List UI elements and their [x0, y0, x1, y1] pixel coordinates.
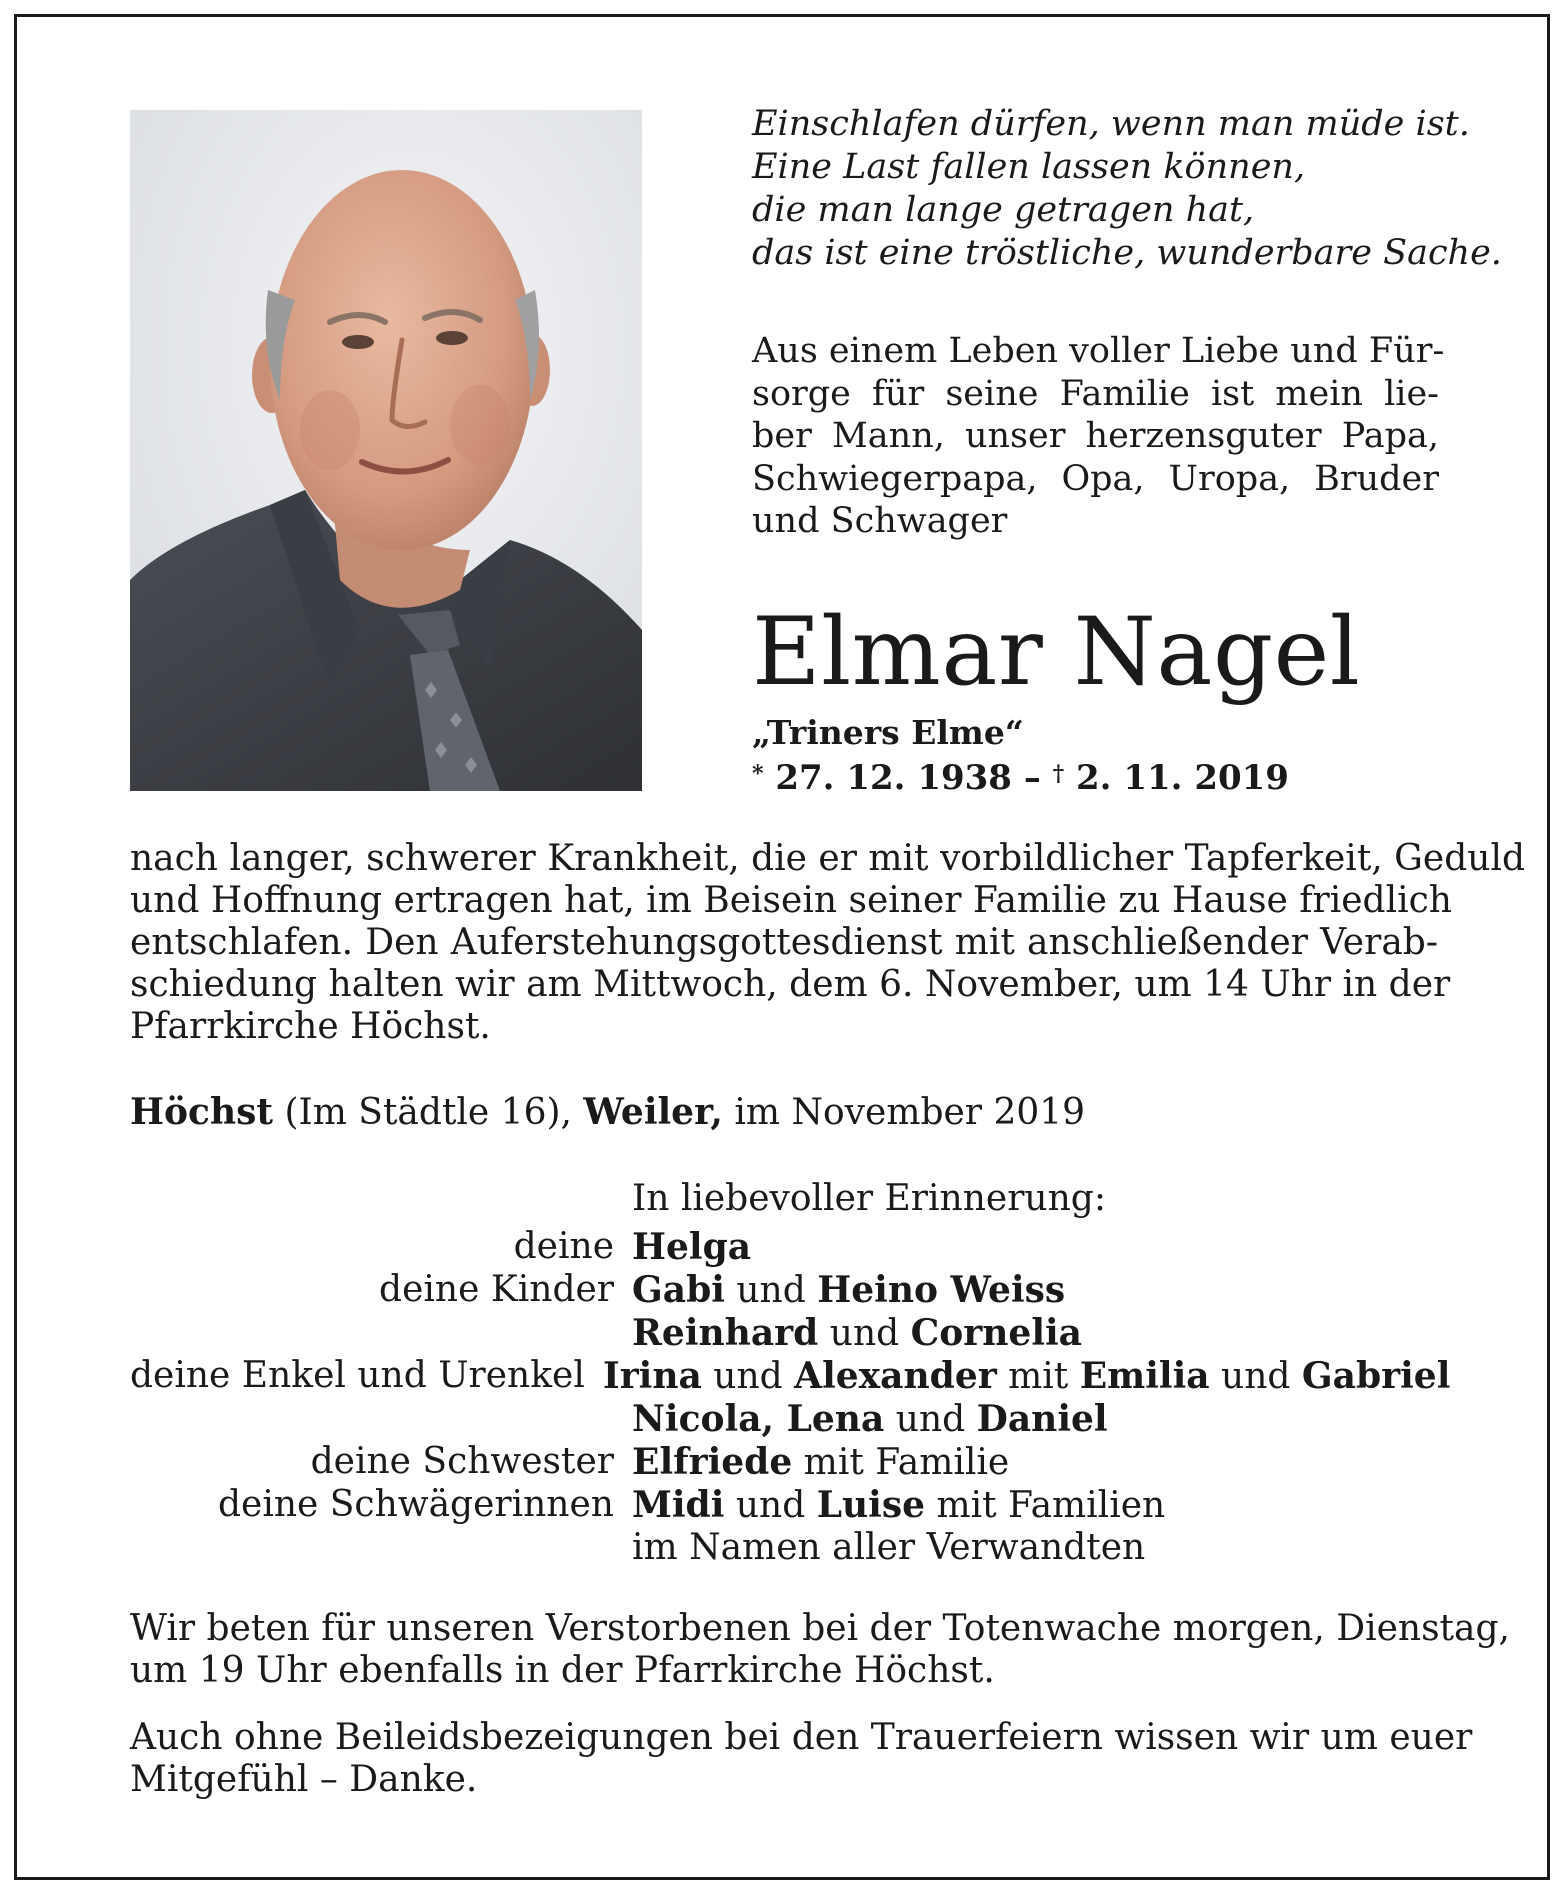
poem-line: Eine Last fallen lassen können, [752, 147, 1306, 187]
family-row-relatives [130, 1527, 1450, 1569]
family-connector: und [701, 1356, 795, 1397]
intro-line: Schwiegerpapa, Opa, Uropa, Bruder [752, 458, 1439, 499]
nickname: „Triners Elme“ [752, 713, 1024, 752]
family-name: Elfriede [632, 1441, 793, 1483]
family-name: Midi [632, 1484, 725, 1526]
memory-heading: In liebevoller Erinnerung: [632, 1178, 1106, 1219]
wake-notice [130, 1608, 1510, 1692]
family-row-wife [130, 1226, 1450, 1269]
family-label-empty [130, 1312, 632, 1355]
family-connector: und [1209, 1356, 1302, 1397]
family-name: Emilia [1079, 1355, 1210, 1397]
prayer-line: um 19 Uhr ebenfalls in der Pfarrkirche Höchst. [130, 1650, 995, 1691]
body-line: entschlafen. Den Auferstehungsgottesdienst mit anschließender Verab- [130, 922, 1438, 963]
body-line: Pfarrkirche Höchst. [130, 1006, 491, 1047]
family-name: Helga [632, 1226, 752, 1268]
town-hochst: Höchst [130, 1091, 274, 1133]
family-row-children-2 [130, 1312, 1450, 1355]
place-date-line [130, 1090, 1085, 1135]
family-connector: mit Familien [925, 1485, 1166, 1526]
intro-line: und Schwager [752, 501, 1008, 541]
family-connector: und [884, 1399, 977, 1440]
family-name: Nicola, Lena [632, 1398, 885, 1440]
family-name: Daniel [976, 1398, 1108, 1440]
death-date: 2. 11. 2019 [1076, 758, 1289, 798]
thanks-line: Auch ohne Beileidsbezeigungen bei den Trauerfeiern wissen wir um euer [130, 1717, 1473, 1758]
family-row-children [130, 1269, 1450, 1312]
family-label: deine [513, 1226, 614, 1267]
family-list [130, 1226, 1450, 1569]
family-row-sisters-in-law [130, 1484, 1450, 1527]
family-name: Irina [602, 1355, 702, 1397]
prayer-line: Wir beten für unseren Verstorbenen bei der Totenwache morgen, Dienstag, [130, 1608, 1510, 1649]
family-label: deine Schwägerinnen [217, 1484, 614, 1525]
month-year: im November 2019 [722, 1092, 1086, 1133]
portrait-illustration [130, 110, 642, 791]
birth-date: 27. 12. 1938 [775, 758, 1012, 798]
poem-line: die man lange getragen hat, [752, 190, 1255, 230]
family-connector: mit [996, 1356, 1080, 1397]
poem [752, 103, 1502, 275]
portrait-photo [130, 110, 642, 791]
family-connector: und [724, 1485, 817, 1526]
family-connector: und [724, 1270, 818, 1311]
address: (Im Städtle 16), [273, 1092, 584, 1133]
body-line: nach langer, schwerer Krankheit, die er mit vorbildlicher Tapferkeit, Geduld [130, 838, 1526, 879]
family-label-empty [130, 1398, 632, 1441]
poem-line: Einschlafen dürfen, wenn man müde ist. [752, 104, 1470, 144]
family-name: Luise [816, 1484, 926, 1526]
intro-line: ber Mann, unser herzensguter Papa, [752, 416, 1439, 456]
family-name: Gabi [632, 1269, 725, 1311]
body-line: und Hoffnung ertragen hat, im Beisein seiner Familie zu Hause friedlich [130, 880, 1452, 921]
thanks-line: Mitgefühl – Danke. [130, 1759, 478, 1800]
intro-line: Aus einem Leben voller Liebe und Für- [752, 331, 1445, 371]
life-dates [752, 757, 1289, 799]
poem-line: das ist eine tröstliche, wunderbare Sache. [752, 233, 1502, 273]
deceased-name: Elmar Nagel [752, 598, 1361, 707]
family-name: Alexander [794, 1355, 997, 1397]
family-name: Heino Weiss [817, 1269, 1066, 1311]
family-label: deine Schwester [310, 1441, 614, 1482]
family-label: deine Enkel und Urenkel [130, 1355, 585, 1396]
family-connector: und [818, 1313, 911, 1354]
intro-line: sorge für seine Familie ist mein lie- [752, 373, 1439, 414]
birth-symbol: * [752, 761, 764, 787]
family-name: Gabriel [1301, 1355, 1451, 1397]
body-line: schiedung halten wir am Mittwoch, dem 6. November, um 14 Uhr in der [130, 964, 1451, 1005]
town-weiler: Weiler, [583, 1091, 723, 1133]
family-row-grandchildren [130, 1355, 1450, 1398]
family-name: Reinhard [632, 1312, 819, 1354]
family-connector: mit Familie [792, 1442, 1010, 1483]
thanks-notice [130, 1717, 1473, 1801]
relatives-note: im Namen aller Verwandten [632, 1527, 1146, 1568]
death-symbol: † [1052, 761, 1065, 787]
family-label-empty [130, 1527, 632, 1569]
date-separator: – [1023, 758, 1041, 798]
intro-paragraph [752, 330, 1445, 543]
family-label: deine Kinder [379, 1269, 614, 1310]
family-name: Cornelia [910, 1312, 1083, 1354]
family-row-sister [130, 1441, 1450, 1484]
family-row-grandchildren-2 [130, 1398, 1450, 1441]
announcement-text [130, 838, 1526, 1048]
